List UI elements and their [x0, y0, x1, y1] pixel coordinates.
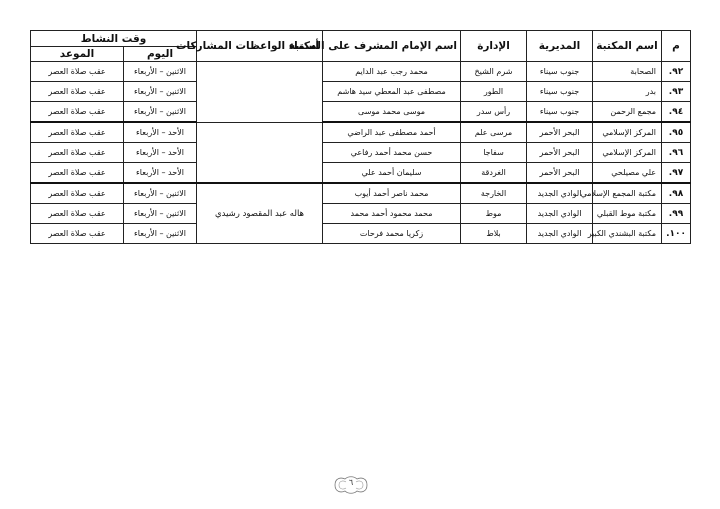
administration: مرسى علم [461, 122, 527, 143]
activity-day: الاثنين – الأربعاء [124, 82, 197, 102]
preacher-group-3: هاله عبد المقصود رشيدي [197, 183, 323, 244]
library-name: مجمع الرحمن [593, 102, 662, 123]
preacher-group-1 [197, 62, 323, 123]
header-appointment: الموعد [31, 47, 124, 62]
activity-time: عقب صلاة العصر [31, 122, 124, 143]
page-number-ornament [331, 474, 371, 496]
activity-day: الاثنين – الأربعاء [124, 224, 197, 244]
library-name: الصحابة [593, 62, 662, 82]
table-row [31, 122, 691, 143]
activity-day: الأحد – الأربعاء [124, 122, 197, 143]
activity-time: عقب صلاة العصر [31, 82, 124, 102]
administration: الطور [461, 82, 527, 102]
row-number: ١٠٠. [662, 224, 691, 244]
table-row [31, 204, 691, 224]
library-name: علي مصيلحي [593, 163, 662, 184]
header-preachers: أسماء الواعظات المشاركات [197, 31, 323, 62]
activity-day: الاثنين – الأربعاء [124, 62, 197, 82]
imam-name: أحمد مصطفى عبد الراضي [323, 122, 461, 143]
directorate: الوادي الجديد [527, 183, 593, 204]
imam-name: زكريا محمد فرحات [323, 224, 461, 244]
activity-time: عقب صلاة العصر [31, 204, 124, 224]
libraries-schedule-table [30, 30, 691, 244]
administration: سفاجا [461, 143, 527, 163]
activity-day: الاثنين – الأربعاء [124, 183, 197, 204]
library-name: المركز الإسلامي [593, 122, 662, 143]
imam-name: محمد رجب عبد الدايم [323, 62, 461, 82]
header-num: م [662, 31, 691, 62]
directorate: جنوب سيناء [527, 82, 593, 102]
table-row [31, 62, 691, 82]
directorate: الوادي الجديد [527, 224, 593, 244]
imam-name: مصطفى عبد المعطي سيد هاشم [323, 82, 461, 102]
administration: موط [461, 204, 527, 224]
directorate: جنوب سيناء [527, 62, 593, 82]
library-name: المركز الإسلامي [593, 143, 662, 163]
activity-time: عقب صلاة العصر [31, 143, 124, 163]
imam-name: حسن محمد أحمد رفاعي [323, 143, 461, 163]
table-row [31, 224, 691, 244]
header-day: اليوم [124, 47, 197, 62]
directorate: البحر الأحمر [527, 163, 593, 184]
imam-name: سليمان أحمد علي [323, 163, 461, 184]
imam-name: محمد محمود أحمد محمد [323, 204, 461, 224]
row-number: ٩٩. [662, 204, 691, 224]
row-number: ٩٨. [662, 183, 691, 204]
directorate: البحر الأحمر [527, 122, 593, 143]
activity-day: الاثنين – الأربعاء [124, 102, 197, 123]
row-number: ٩٢. [662, 62, 691, 82]
administration: رأس سدر [461, 102, 527, 123]
directorate: الوادي الجديد [527, 204, 593, 224]
page-number: ٦ [348, 478, 354, 487]
header-library: اسم المكتبة [593, 31, 662, 62]
activity-time: عقب صلاة العصر [31, 224, 124, 244]
document-page [30, 30, 690, 244]
row-number: ٩٧. [662, 163, 691, 184]
activity-day: الأحد – الأربعاء [124, 143, 197, 163]
header-imam: اسم الإمام المشرف على المكتبة [323, 31, 461, 62]
administration: الغردقة [461, 163, 527, 184]
row-number: ٩٦. [662, 143, 691, 163]
table-row [31, 102, 691, 123]
library-name: مكتبة البشندي الكبير [593, 224, 662, 244]
activity-time: عقب صلاة العصر [31, 62, 124, 82]
row-number: ٩٣. [662, 82, 691, 102]
imam-name: موسى محمد موسى [323, 102, 461, 123]
table-row [31, 183, 691, 204]
activity-day: الأحد – الأربعاء [124, 163, 197, 184]
activity-time: عقب صلاة العصر [31, 102, 124, 123]
table-row [31, 82, 691, 102]
directorate: البحر الأحمر [527, 143, 593, 163]
row-number: ٩٤. [662, 102, 691, 123]
preacher-group-2 [197, 122, 323, 183]
header-activity-time: وقت النشاط [31, 31, 197, 47]
table-row [31, 143, 691, 163]
table-row [31, 163, 691, 184]
administration: شرم الشيخ [461, 62, 527, 82]
library-name: مكتبة المجمع الإسلامي [593, 183, 662, 204]
directorate: جنوب سيناء [527, 102, 593, 123]
header-administration: الإدارة [461, 31, 527, 62]
imam-name: محمد ناصر أحمد أيوب [323, 183, 461, 204]
activity-day: الاثنين – الأربعاء [124, 204, 197, 224]
row-number: ٩٥. [662, 122, 691, 143]
activity-time: عقب صلاة العصر [31, 163, 124, 184]
library-name: مكتبة موط القبلي [593, 204, 662, 224]
administration: بلاط [461, 224, 527, 244]
library-name: بدر [593, 82, 662, 102]
header-directorate: المديرية [527, 31, 593, 62]
administration: الخارجة [461, 183, 527, 204]
activity-time: عقب صلاة العصر [31, 183, 124, 204]
